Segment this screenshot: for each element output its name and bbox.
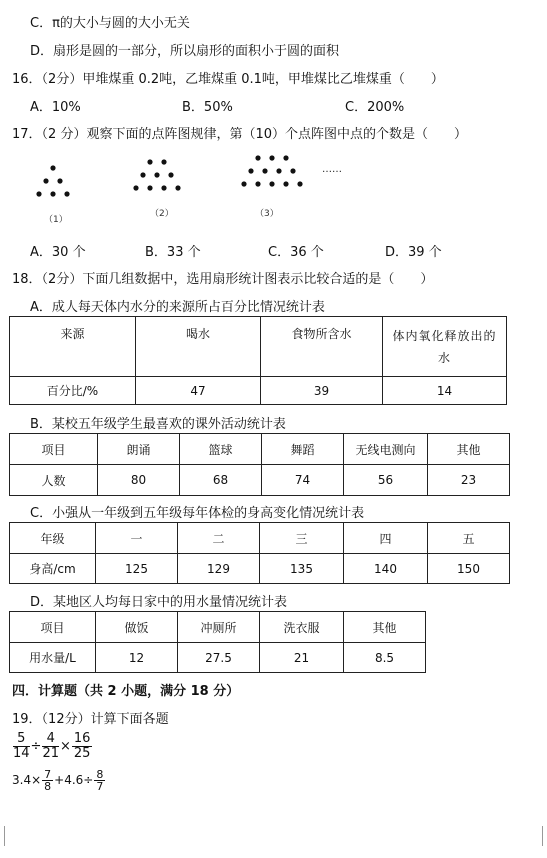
dot	[140, 172, 145, 177]
fraction	[42, 769, 53, 792]
table-c	[9, 522, 510, 584]
table-b-cell-4: 56	[344, 465, 428, 496]
caption-1: （1）	[44, 215, 68, 225]
dot	[147, 185, 152, 190]
table-a-cell-2: 39	[261, 377, 383, 405]
dot	[154, 172, 159, 177]
table-b-header-0: 项目	[10, 434, 98, 465]
q16-option-b: B．50%	[182, 100, 233, 115]
dot	[168, 172, 173, 177]
dot	[147, 159, 152, 164]
table-c-cell-1: 125	[96, 554, 178, 584]
table-b-header-2: 篮球	[180, 434, 262, 465]
q16-option-a: A．10%	[30, 100, 81, 115]
table-d-title: D．某地区人均每日家中的用水量情况统计表	[30, 595, 288, 610]
dot-pattern-figure	[22, 148, 362, 230]
table-b-cell-0: 人数	[10, 465, 98, 496]
denominator: 25	[73, 746, 91, 761]
q16-stem: 16．（2分）甲堆煤重 0.2吨，乙堆煤重 0.1吨，甲堆煤比乙堆煤重（ ）	[12, 72, 444, 87]
dot	[133, 185, 138, 190]
table-c-cell-0: 身高/cm	[10, 554, 96, 584]
table-a-header-3: 体内氧化释放出的水	[383, 317, 507, 377]
dot	[283, 155, 288, 160]
table-a-cell-3: 14	[383, 377, 507, 405]
denominator: 7	[96, 780, 104, 793]
table-d-header-3: 洗衣服	[260, 612, 344, 643]
table-c-cell-4: 140	[344, 554, 428, 584]
corner-mark	[535, 826, 543, 846]
table-b-cell-5: 23	[428, 465, 510, 496]
denominator: 21	[42, 746, 59, 761]
table-c-header-5: 五	[428, 523, 510, 554]
dot	[276, 168, 281, 173]
dot	[36, 191, 41, 196]
table-a-title: A．成人每天体内水分的来源所占百分比情况统计表	[30, 300, 325, 315]
table-d-cell-0: 用水量/L	[10, 643, 96, 673]
q16-option-c: C．200%	[345, 100, 405, 115]
dot	[269, 181, 274, 186]
table-b-cell-3: 74	[262, 465, 344, 496]
dot-pattern-3	[241, 155, 302, 186]
table-c-header-4: 四	[344, 523, 428, 554]
dot	[255, 181, 260, 186]
q17-option-c: C．36 个	[268, 245, 324, 260]
table-c-header-3: 三	[260, 523, 344, 554]
numerator: 16	[73, 731, 91, 746]
dot	[50, 165, 55, 170]
table-c-cell-5: 150	[428, 554, 510, 584]
dot	[248, 168, 253, 173]
table-c-cell-3: 135	[260, 554, 344, 584]
table-a-header-0: 来源	[10, 317, 136, 377]
q17-option-d: D．39 个	[385, 245, 442, 260]
caption-2: （2）	[150, 209, 174, 219]
table-b-cell-2: 68	[180, 465, 262, 496]
table-a	[9, 316, 507, 405]
dot	[161, 185, 166, 190]
table-a-header-1: 喝水	[136, 317, 261, 377]
caption-3: （3）	[255, 209, 279, 219]
term: 3.4×	[12, 773, 42, 787]
corner-mark	[4, 826, 12, 846]
dot	[262, 168, 267, 173]
table-d-header-2: 冲厕所	[178, 612, 260, 643]
dot	[57, 178, 62, 183]
denominator: 14	[13, 746, 30, 761]
table-b-header-3: 舞蹈	[262, 434, 344, 465]
table-c-title: C．小强从一年级到五年级每年体检的身高变化情况统计表	[30, 506, 365, 521]
dot	[175, 185, 180, 190]
numerator: 7	[44, 768, 52, 781]
dot	[297, 181, 302, 186]
operator: ×	[60, 739, 71, 754]
dot	[283, 181, 288, 186]
table-c-header-0: 年级	[10, 523, 96, 554]
table-d-cell-1: 12	[96, 643, 178, 673]
table-c-header-2: 二	[178, 523, 260, 554]
table-d	[9, 611, 426, 673]
table-c-header-1: 一	[96, 523, 178, 554]
term: +4.6÷	[54, 773, 94, 787]
q19-stem: 19．（12分）计算下面各题	[12, 712, 169, 727]
dot	[255, 155, 260, 160]
dot	[43, 178, 48, 183]
table-b-cell-1: 80	[98, 465, 180, 496]
table-b-header-5: 其他	[428, 434, 510, 465]
expression-1	[12, 732, 93, 761]
table-d-header-0: 项目	[10, 612, 96, 643]
table-a-header-2: 食物所含水	[261, 317, 383, 377]
q18-stem: 18．（2分）下面几组数据中，选用扇形统计图表示比较合适的是（ ）	[12, 272, 434, 287]
dot	[64, 191, 69, 196]
fraction	[42, 732, 59, 761]
denominator: 8	[44, 780, 52, 793]
numerator: 5	[13, 732, 30, 747]
dot	[241, 181, 246, 186]
q15-option-d: D．扇形是圆的一部分，所以扇形的面积小于圆的面积	[30, 44, 340, 59]
table-b-title: B．某校五年级学生最喜欢的课外活动统计表	[30, 417, 286, 432]
dot	[269, 155, 274, 160]
dot	[161, 159, 166, 164]
q17-option-a: A．30 个	[30, 245, 86, 260]
section-heading: 四．计算题（共 2 小题，满分 18 分）	[12, 684, 240, 699]
q17-option-b: B．33 个	[145, 245, 201, 260]
ellipsis: ……	[322, 164, 342, 175]
table-d-header-4: 其他	[344, 612, 426, 643]
table-d-cell-4: 8.5	[344, 643, 426, 673]
numerator: 8	[96, 768, 104, 781]
table-a-cell-0: 百分比/%	[10, 377, 136, 405]
fraction	[72, 732, 93, 761]
dot-pattern-2	[133, 159, 180, 190]
table-a-cell-1: 47	[136, 377, 261, 405]
operator: ÷	[30, 739, 42, 754]
dot	[290, 168, 295, 173]
table-b-header-1: 朗诵	[98, 434, 180, 465]
table-b-header-4: 无线电测向	[344, 434, 428, 465]
dot	[50, 191, 55, 196]
dot-pattern-1	[36, 165, 69, 196]
fraction	[13, 732, 30, 761]
table-d-cell-3: 21	[260, 643, 344, 673]
fraction	[94, 769, 105, 792]
q17-stem: 17．（2 分）观察下面的点阵图规律，第（10）个点阵图中点的个数是（ ）	[12, 127, 467, 142]
table-c-cell-2: 129	[178, 554, 260, 584]
table-d-cell-2: 27.5	[178, 643, 260, 673]
numerator: 4	[42, 732, 59, 747]
expression-2	[12, 769, 106, 792]
table-b	[9, 433, 510, 496]
table-d-header-1: 做饭	[96, 612, 178, 643]
q15-option-c: C．π的大小与圆的大小无关	[30, 16, 190, 31]
